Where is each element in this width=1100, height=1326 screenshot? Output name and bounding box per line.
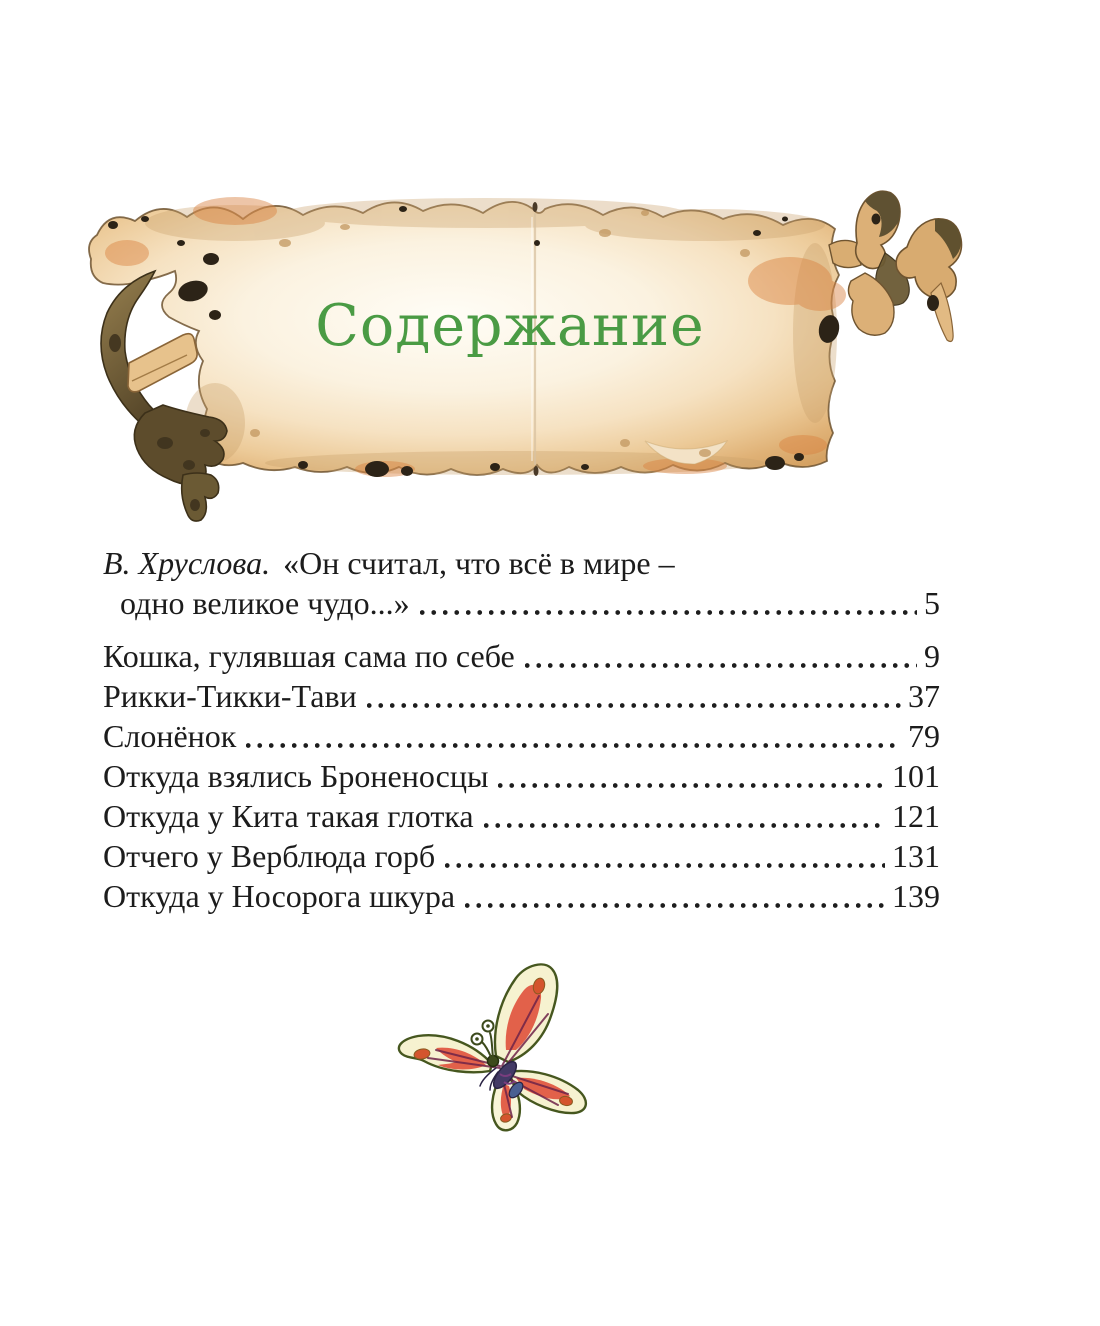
toc-page-number: 37 xyxy=(908,678,940,714)
toc-entry-title-cont: одно великое чудо...» xyxy=(120,585,410,621)
toc-entry-line1 xyxy=(103,545,940,581)
toc-entry-title: Откуда взялись Броненосцы xyxy=(103,758,489,794)
toc-entry xyxy=(103,678,940,714)
dotted-leader xyxy=(367,703,901,708)
toc-entry xyxy=(103,718,940,754)
toc-page-number: 139 xyxy=(892,878,940,914)
toc-page-number: 121 xyxy=(892,798,940,834)
toc-entry-title: Откуда у Носорога шкура xyxy=(103,878,456,914)
toc-page-number: 79 xyxy=(908,718,940,754)
dotted-leader xyxy=(498,783,885,788)
toc-entry xyxy=(103,638,940,674)
page-title: Содержание xyxy=(315,293,705,359)
toc-entry xyxy=(103,798,940,834)
table-of-contents xyxy=(103,545,940,918)
toc-entry-title: «Он считал, что всё в мире – xyxy=(283,545,675,581)
dotted-leader xyxy=(445,863,885,868)
dotted-leader xyxy=(465,903,885,908)
butterfly-svg xyxy=(392,962,602,1142)
dotted-leader xyxy=(420,610,917,615)
toc-entry-title: Отчего у Верблюда горб xyxy=(103,838,436,874)
dotted-leader xyxy=(525,663,917,668)
toc-page-number: 9 xyxy=(924,638,940,674)
butterfly-illustration xyxy=(392,962,602,1142)
toc-page-number: 131 xyxy=(892,838,940,874)
toc-author: В. Хруслова. xyxy=(103,545,271,581)
toc-entry xyxy=(103,758,940,794)
toc-entry-title: Откуда у Кита такая глотка xyxy=(103,798,474,834)
toc-entry-title: Кошка, гулявшая сама по себе xyxy=(103,638,515,674)
toc-entry-title: Рикки-Тикки-Тави xyxy=(103,678,357,714)
dotted-leader xyxy=(484,823,885,828)
toc-entry xyxy=(103,838,940,874)
toc-page-number: 101 xyxy=(892,758,940,794)
toc-entry xyxy=(103,878,940,914)
toc-entry-title: Слонёнок xyxy=(103,718,237,754)
toc-list xyxy=(103,638,940,914)
parchment-banner xyxy=(85,183,965,528)
toc-entry-foreword xyxy=(103,545,940,621)
toc-entry-line2 xyxy=(103,585,940,621)
toc-page-number: 5 xyxy=(924,585,940,621)
dotted-leader xyxy=(246,743,901,748)
left-ribbon-tail xyxy=(182,473,219,521)
